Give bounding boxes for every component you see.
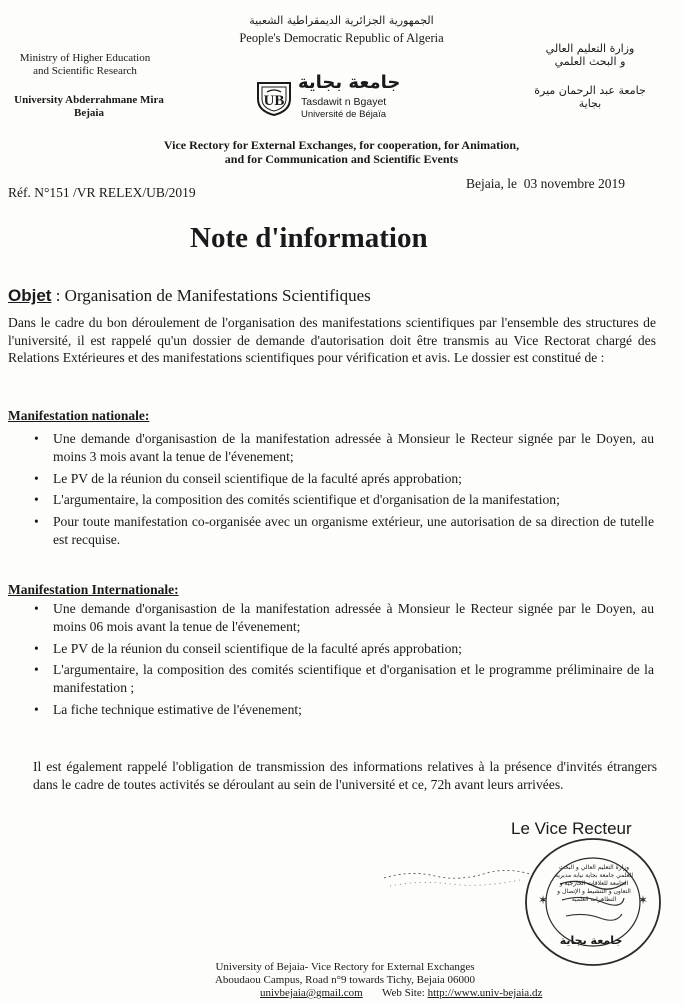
university-arabic: [515, 84, 665, 110]
footer-website-link[interactable]: http://www.univ-bejaia.dz: [427, 987, 543, 999]
ministry-name: [10, 52, 160, 78]
logo-french-text: Université de Béjaïa: [301, 109, 387, 120]
footer-address: [180, 961, 510, 987]
list-item: • L'argumentaire, la composition des comités scientifique et d'organisation et le programme préliminaire de la manifestation ;: [34, 661, 654, 697]
vice-rectory-line-1: Vice Rectory for External Exchanges, for cooperation, for Animation,: [163, 138, 520, 152]
subject-text: : Organisation de Manifestations Scientifiques: [51, 286, 371, 305]
footer-line-2: Aboudaou Campus, Road n°9 towards Tichy, Bejaia 06000: [214, 974, 476, 986]
ministry-line-1: Ministry of Higher Education: [19, 52, 151, 64]
vice-rectory-line-2: and for Communication and Scientific Events: [224, 152, 459, 166]
international-heading: Manifestation Internationale:: [8, 582, 179, 597]
document-title: Note d'information: [190, 222, 428, 254]
closing-paragraph: Il est également rappelé l'obligation de transmission des informations relatives à la présence d'invités étrangers dans le cadre de toutes activités se déroulant au sein de l'université et ce, 72h avant leurs arrivées.: [33, 759, 657, 792]
subject-line: [8, 286, 371, 306]
national-heading: Manifestation nationale:: [8, 408, 150, 423]
reference-number: Réf. N°151 /VR RELEX/UB/2019: [8, 185, 196, 200]
ministry-arabic-line-2: و البحث العلمي: [554, 55, 626, 68]
republic-title: People's Democratic Republic of Algeria: [239, 31, 444, 45]
footer-line-1: University of Bejaia- Vice Rectory for External Exchanges: [215, 961, 475, 973]
university-name: [4, 94, 174, 120]
logo-berber-text: Tasdawit n Bgayet: [301, 96, 387, 108]
vice-rectory-title: [0, 138, 683, 166]
list-item: • Le PV de la réunion du conseil scientifique de la faculté aprés approbation;: [34, 640, 654, 658]
stamp-inner-text: وزارة التعليم العالي و البحث العلمي جامعة بجاية نيابة مديرية الجامعة للعلاقات الخارجية و التعاون و التنشيط و الإتصال و التظاهرات العلمية: [554, 864, 634, 903]
university-arabic-line-2: بجاية: [578, 97, 602, 110]
stamp-university-text: جامعة بجاية: [559, 934, 623, 947]
list-item: • Pour toute manifestation co-organisée avec un organisme extérieur, une autorisation de sa direction de tutelle est recquise.: [34, 513, 654, 549]
ministry-line-2: and Scientific Research: [33, 65, 137, 77]
list-item: • La fiche technique estimative de l'évenement;: [34, 701, 654, 719]
list-item: • Une demande d'organisastion de la manifestation adressée à Monsieur le Recteur signée par le Doyen, au moins 3 mois avant la tenue de l'évenement;: [34, 430, 654, 466]
logo-arabic-text: جامعة بجاية: [298, 72, 401, 93]
svg-text:UB: UB: [263, 93, 285, 109]
university-line-2: Bejaia: [74, 107, 104, 119]
document-date: Bejaia, le 03 novembre 2019: [466, 176, 625, 191]
svg-text:✶: ✶: [538, 893, 549, 907]
footer-contact: [260, 987, 542, 999]
national-list: [34, 430, 654, 552]
university-logo-icon: [254, 77, 294, 117]
university-arabic-line-1: جامعة عبد الرحمان ميرة: [534, 84, 646, 97]
footer-website-label: Web Site:: [382, 987, 428, 999]
footer-email[interactable]: univbejaia@gmail.com: [260, 987, 363, 999]
signature-scribble-icon: [380, 848, 540, 898]
ministry-arabic: [520, 42, 660, 68]
intro-paragraph: Dans le cadre du bon déroulement de l'organisation des manifestations scientifiques par l'ensemble des structures de l'université, il est rappelé qu'un dossier de demande d'autorisation doit être transmis au Vice Rectorat chargé des Relations Extérieures et des manifestations scientifiques pour vérification et avis. Le dossier est constitué de :: [8, 315, 656, 365]
republic-arabic: الجمهورية الجزائرية الديمقراطية الشعبية: [249, 14, 434, 27]
signature-title: Le Vice Recteur: [511, 819, 632, 838]
list-item: • Le PV de la réunion du conseil scientifique de la faculté aprés approbation;: [34, 470, 654, 488]
ministry-arabic-line-1: وزارة التعليم العالي: [545, 42, 635, 55]
list-item: • L'argumentaire, la composition des comités scientifique et d'organisation de la manifestation;: [34, 491, 654, 509]
international-list: [34, 600, 654, 722]
university-line-1: University Abderrahmane Mira: [14, 94, 164, 106]
list-item: • Une demande d'organisastion de la manifestation adressée à Monsieur le Recteur signée par le Doyen, au moins 06 mois avant la tenue de l'évenement;: [34, 600, 654, 636]
subject-label: Objet: [8, 286, 52, 305]
svg-text:✶: ✶: [638, 893, 649, 907]
